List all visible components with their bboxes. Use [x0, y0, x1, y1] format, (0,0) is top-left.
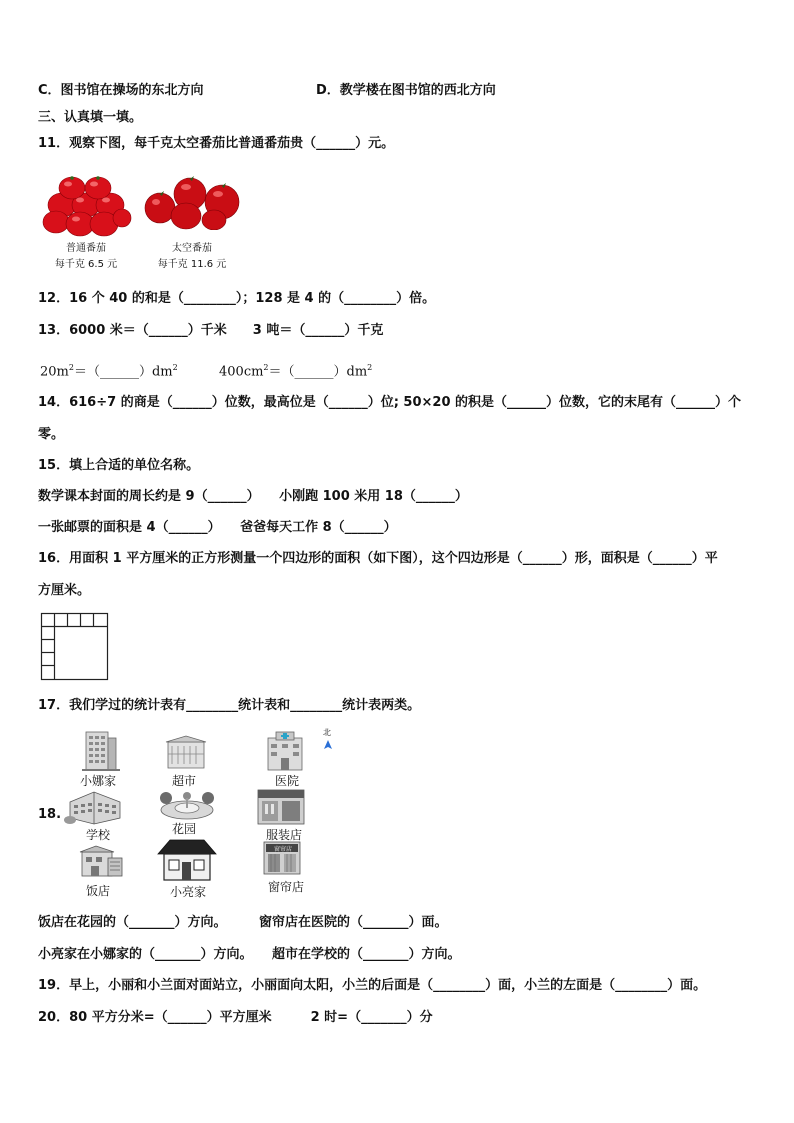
xiaoliang-home-icon: [156, 838, 218, 882]
clothing-store-icon: [256, 788, 306, 826]
place-label-supermarket: 超市: [172, 774, 197, 788]
garden-icon: [158, 790, 216, 820]
question-12: 12．16 个 40 的和是（________）；128 是 4 的（________）倍。: [38, 291, 436, 306]
place-label-xiaoliang-home: 小亮家: [170, 885, 207, 899]
north-label: 北: [323, 728, 331, 737]
question-14-line1: 14．616÷7 的商是（______）位数，最高位是（______）位; 50×20 的积是（______）位数，它的末尾有（______）个: [38, 395, 742, 410]
quadrilateral-grid-figure: [40, 612, 110, 682]
normal-tomato-image: [40, 170, 132, 242]
xiaona-home-icon: [78, 728, 122, 772]
north-arrow-icon: [322, 736, 334, 750]
school-icon: [64, 788, 126, 826]
question-16-line2: 方厘米。: [38, 583, 91, 598]
question-13-line2b: $400cm^2=(\_\_\_\_\_\_)dm^2$: [219, 363, 373, 380]
question-13-line2a: $20m^2=(\_\_\_\_\_\_)dm^2$: [40, 363, 178, 380]
place-label-xiaona-home: 小娜家: [80, 774, 117, 788]
question-13-line1: 13．6000 米＝（______）千米 3 吨＝（______）千克: [38, 323, 384, 338]
normal-tomato-label: 普通番茄: [66, 243, 106, 254]
choice-d: D．教学楼在图书馆的西北方向: [316, 83, 496, 98]
question-18-line1: 饭店在花园的（_______）方向。 窗帘店在医院的（_______）面。: [38, 915, 448, 930]
place-label-curtain-store: 窗帘店: [268, 880, 305, 894]
space-tomato-label: 太空番茄: [172, 243, 212, 254]
question-15-title: 15．填上合适的单位名称。: [38, 458, 200, 473]
supermarket-icon: [164, 734, 208, 772]
question-11: 11．观察下图，每千克太空番茄比普通番茄贵（______）元。: [38, 136, 395, 151]
question-16-line1: 16．用面积 1 平方厘米的正方形测量一个四边形的面积（如下图），这个四边形是（______）形，面积是（______）平: [38, 551, 718, 566]
choice-c: C．图书馆在操场的东北方向: [38, 83, 204, 98]
question-20: 20．80 平方分米=（______）平方厘米 2 时=（_______）分: [38, 1010, 433, 1025]
place-label-restaurant: 饭店: [86, 884, 111, 898]
question-17: 17．我们学过的统计表有________统计表和________统计表两类。: [38, 698, 421, 713]
normal-tomato-price: 每千克 6.5 元: [54, 259, 118, 270]
question-18-number: 18.: [38, 807, 62, 822]
question-15-line1: 数学课本封面的周长约是 9（______） 小刚跑 100 米用 18（______）: [38, 489, 468, 504]
place-label-school: 学校: [86, 828, 111, 842]
space-tomato-price: 每千克 11.6 元: [157, 259, 227, 270]
place-label-clothing-store: 服装店: [266, 828, 303, 842]
question-19: 19．早上，小丽和小兰面对面站立，小丽面向太阳，小兰的后面是（________）面，小兰的左面是（________）面。: [38, 978, 707, 993]
question-15-line2: 一张邮票的面积是 4（______） 爸爸每天工作 8（______）: [38, 520, 397, 535]
place-label-garden: 花园: [172, 822, 197, 836]
place-label-hospital: 医院: [275, 774, 300, 788]
section-title: 三、认真填一填。: [38, 110, 143, 125]
space-tomato-image: [142, 170, 242, 230]
hospital-icon: [262, 728, 308, 772]
curtain-store-sign: 窗帘店: [274, 846, 293, 853]
question-14-line2: 零。: [38, 427, 65, 442]
restaurant-icon: [78, 844, 126, 880]
question-18-line2: 小亮家在小娜家的（_______）方向。 超市在学校的（_______）方向。: [38, 947, 461, 962]
